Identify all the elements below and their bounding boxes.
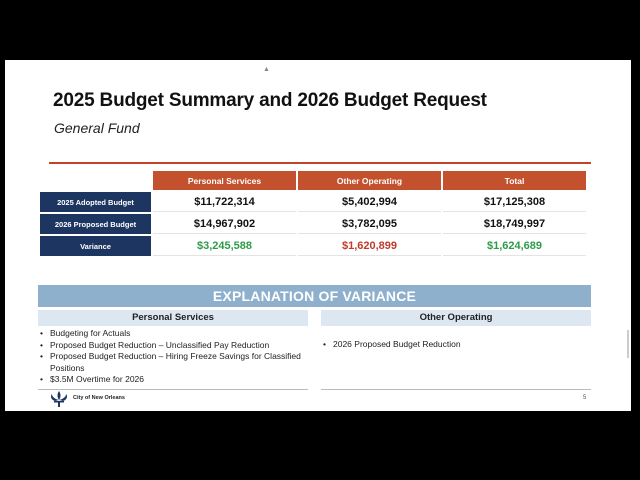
table-row: [40, 192, 586, 212]
column-header-personal-services: Personal Services: [153, 171, 296, 190]
budget-table-header: [40, 171, 586, 190]
table-row: [40, 214, 586, 234]
cell-adopted-total: $17,125,308: [443, 192, 586, 212]
cell-variance-personal: $3,245,588: [153, 236, 296, 256]
list-item: • Proposed Budget Reduction – Unclassified Pay Reduction: [40, 340, 308, 352]
personal-services-heading: Personal Services: [38, 310, 308, 326]
budget-table: [38, 169, 588, 258]
footer-divider-left: [38, 389, 308, 390]
cell-variance-total: $1,624,689: [443, 236, 586, 256]
scroll-indicator: [627, 330, 629, 358]
column-header-total: Total: [443, 171, 586, 190]
organization-name: City of New Orleans: [73, 395, 125, 401]
cell-variance-operating: $1,620,899: [298, 236, 441, 256]
list-item: • $3.5M Overtime for 2026: [40, 374, 308, 386]
footer-divider-right: [321, 389, 591, 390]
list-item: • Proposed Budget Reduction – Hiring Freeze Savings for Classified Positions: [40, 351, 308, 374]
other-operating-bullets: [323, 339, 583, 351]
row-label-adopted: 2025 Adopted Budget: [40, 192, 151, 212]
cell-proposed-total: $18,749,997: [443, 214, 586, 234]
fleur-de-lis-logo-icon: [49, 390, 69, 408]
list-item: • Budgeting for Actuals: [40, 328, 308, 340]
slide-title: 2025 Budget Summary and 2026 Budget Request: [53, 90, 487, 111]
table-row: [40, 236, 586, 256]
cell-adopted-operating: $5,402,994: [298, 192, 441, 212]
row-label-variance: Variance: [40, 236, 151, 256]
slide-subtitle: General Fund: [54, 120, 140, 136]
page-number: 5: [583, 395, 587, 401]
explanation-heading: EXPLANATION OF VARIANCE: [38, 285, 591, 307]
title-divider: [49, 162, 591, 164]
personal-services-bullets: [40, 328, 308, 386]
cell-proposed-operating: $3,782,095: [298, 214, 441, 234]
presentation-slide: [5, 60, 631, 411]
cell-adopted-personal: $11,722,314: [153, 192, 296, 212]
other-operating-heading: Other Operating: [321, 310, 591, 326]
cell-proposed-personal: $14,967,902: [153, 214, 296, 234]
list-item: • 2026 Proposed Budget Reduction: [323, 339, 583, 351]
mouse-cursor-icon: ▲: [263, 66, 270, 73]
column-header-other-operating: Other Operating: [298, 171, 441, 190]
header-blank-cell: [40, 171, 151, 190]
row-label-proposed: 2026 Proposed Budget: [40, 214, 151, 234]
